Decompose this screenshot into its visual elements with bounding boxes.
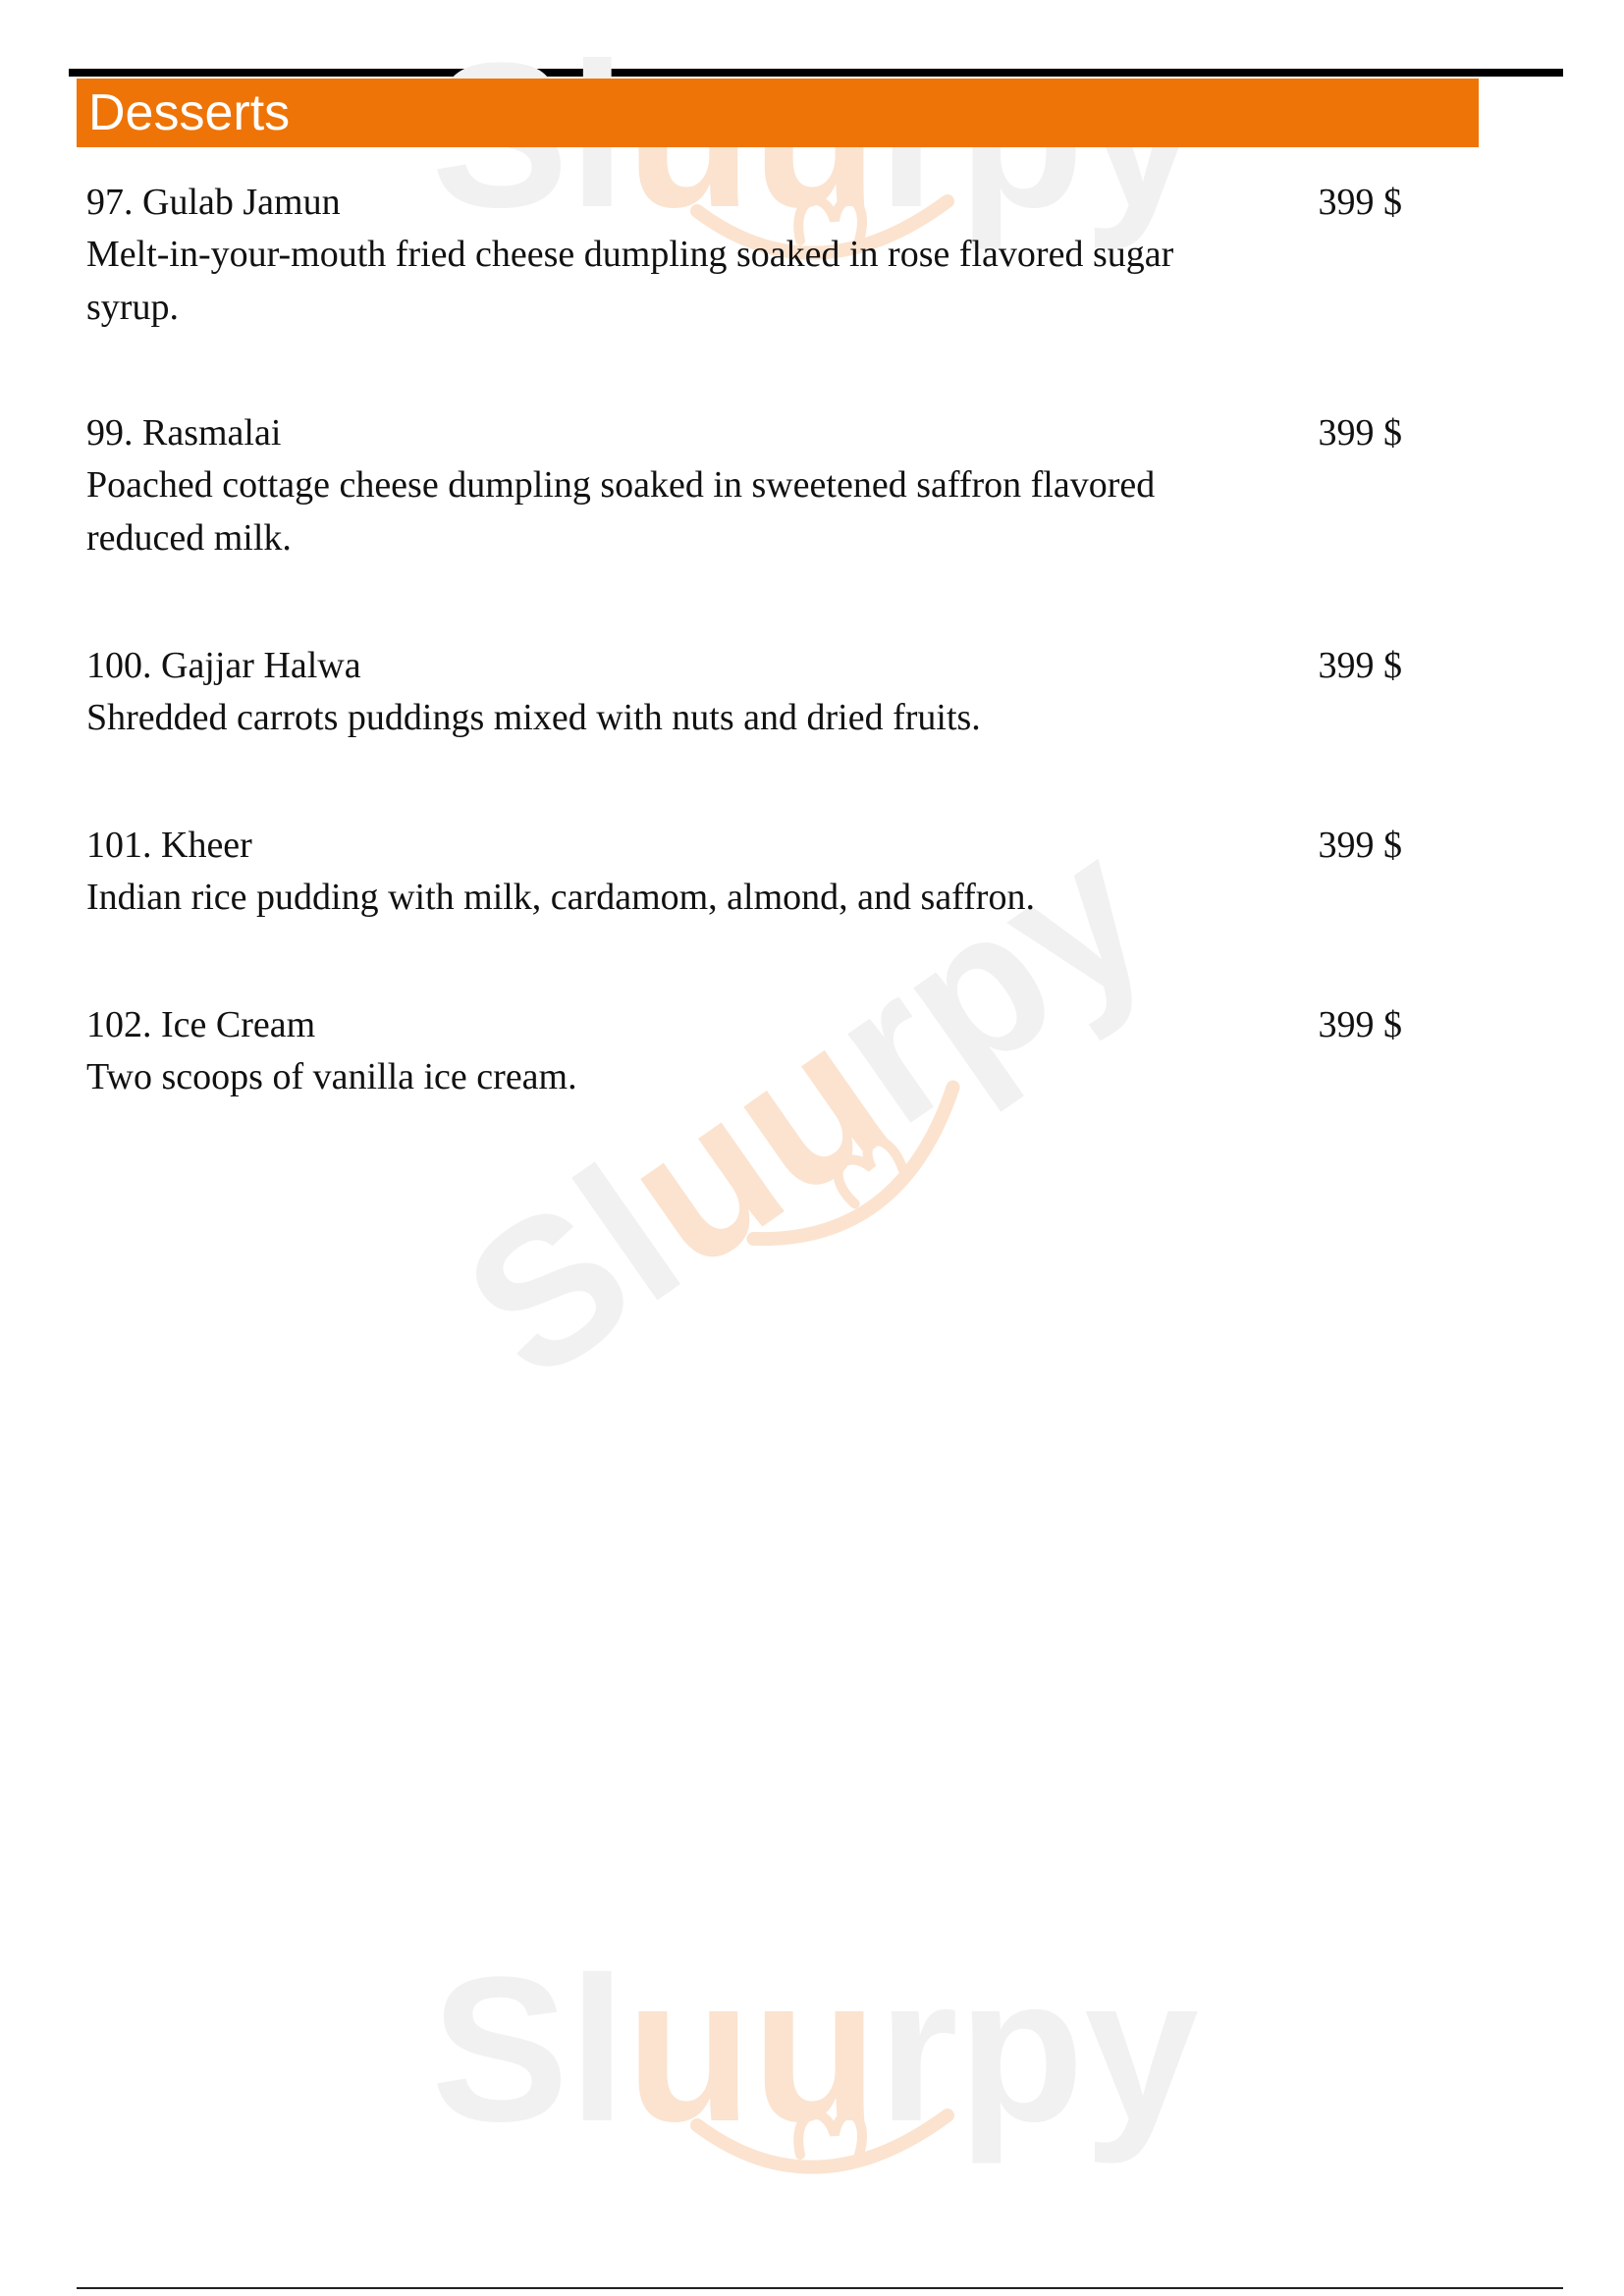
- svg-text:Sluurpy: Sluurpy: [425, 794, 1187, 1424]
- item-description: Melt-in-your-mouth fried cheese dumpling soaked in rose flavored sugar syrup.: [86, 234, 1174, 328]
- sluurpy-watermark-graphic: [403, 1934, 1227, 2277]
- item-name: 102. Ice Cream: [86, 1004, 316, 1045]
- item-price: 399 $: [1318, 182, 1402, 223]
- menu-item: [86, 999, 1402, 1103]
- menu-item: [86, 177, 1402, 334]
- sluurpy-watermark: [403, 1934, 1227, 2277]
- item-name: 99. Rasmalai: [86, 412, 282, 454]
- item-description: Two scoops of vanilla ice cream.: [86, 1056, 577, 1097]
- menu-item: [86, 640, 1402, 744]
- menu-item: [86, 407, 1402, 564]
- item-price: 399 $: [1318, 825, 1402, 866]
- item-name: 100. Gajjar Halwa: [86, 645, 361, 686]
- item-price: 399 $: [1318, 412, 1402, 454]
- top-rule: [69, 69, 1563, 77]
- item-name: 97. Gulab Jamun: [86, 182, 341, 223]
- section-header: [77, 79, 1479, 147]
- bottom-rule: [77, 2287, 1563, 2289]
- menu-item: [86, 820, 1402, 924]
- item-price: 399 $: [1318, 645, 1402, 686]
- svg-text:Sluurpy: Sluurpy: [431, 1934, 1199, 2164]
- section-title: Desserts: [88, 84, 291, 141]
- item-description: Shredded carrots puddings mixed with nuts and dried fruits.: [86, 697, 981, 738]
- item-name: 101. Kheer: [86, 825, 252, 866]
- item-description: Poached cottage cheese dumpling soaked in sweetened saffron flavored reduced milk.: [86, 464, 1156, 559]
- item-price: 399 $: [1318, 1004, 1402, 1045]
- item-description: Indian rice pudding with milk, cardamom, almond, and saffron.: [86, 877, 1035, 918]
